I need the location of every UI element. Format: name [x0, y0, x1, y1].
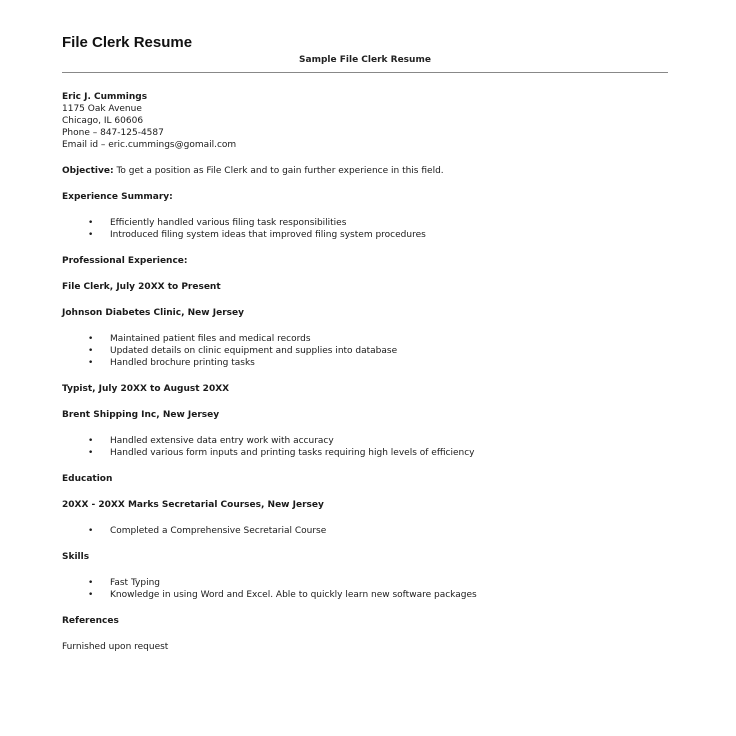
bullet-icon: •	[88, 334, 94, 344]
list-item: • Maintained patient files and medical records	[88, 334, 311, 344]
job-employer: Johnson Diabetes Clinic, New Jersey	[62, 308, 244, 318]
skills-heading: Skills	[62, 552, 90, 562]
contact-block	[62, 91, 672, 151]
resume-body	[62, 91, 672, 653]
bullet-icon: •	[88, 358, 94, 368]
job-title: File Clerk, July 20XX to Present	[62, 282, 221, 292]
professional-experience-heading: Professional Experience:	[62, 256, 188, 266]
contact-address-line-1: 1175 Oak Avenue	[62, 104, 142, 114]
bullet-icon: •	[88, 218, 94, 228]
education-heading: Education	[62, 474, 113, 484]
contact-address-line-2: Chicago, IL 60606	[62, 116, 144, 126]
list-item: • Efficiently handled various filing task responsibilities	[88, 218, 347, 228]
document-subtitle: Sample File Clerk Resume	[299, 55, 431, 65]
bullet-icon: •	[88, 526, 94, 536]
skills-list	[62, 577, 672, 601]
education-entry: 20XX - 20XX Marks Secretarial Courses, New Jersey	[62, 500, 324, 510]
bullet-icon: •	[88, 590, 94, 600]
bullet-icon: •	[88, 346, 94, 356]
contact-name: Eric J. Cummings	[62, 92, 148, 102]
list-item: • Handled various form inputs and printing tasks requiring high levels of efficiency	[88, 448, 475, 458]
objective	[62, 165, 672, 177]
contact-phone: Phone – 847-125-4587	[62, 128, 164, 138]
document-title: File Clerk Resume	[62, 34, 193, 51]
references-heading: References	[62, 616, 119, 626]
experience-summary-list	[62, 217, 672, 241]
list-item: • Completed a Comprehensive Secretarial Course	[88, 526, 327, 536]
bullet-icon: •	[88, 448, 94, 458]
objective-text: To get a position as File Clerk and to gain further experience in this field.	[113, 166, 444, 176]
list-item: • Fast Typing	[88, 578, 160, 588]
header-divider	[62, 72, 668, 73]
objective-label: Objective:	[62, 166, 114, 176]
list-item: • Updated details on clinic equipment and supplies into database	[88, 346, 398, 356]
education-list	[62, 525, 672, 537]
job-duties-list	[62, 435, 672, 459]
references-text: Furnished upon request	[62, 642, 169, 652]
contact-email: Email id – eric.cummings@gomail.com	[62, 140, 237, 150]
bullet-icon: •	[88, 230, 94, 240]
job-employer: Brent Shipping Inc, New Jersey	[62, 410, 220, 420]
experience-summary-heading: Experience Summary:	[62, 192, 173, 202]
job-title: Typist, July 20XX to August 20XX	[62, 384, 230, 394]
list-item: • Introduced filing system ideas that improved filing system procedures	[88, 230, 426, 240]
bullet-icon: •	[88, 578, 94, 588]
job-duties-list	[62, 333, 672, 369]
list-item: • Handled extensive data entry work with accuracy	[88, 436, 334, 446]
bullet-icon: •	[88, 436, 94, 446]
list-item: • Knowledge in using Word and Excel. Able to quickly learn new software packages	[88, 590, 477, 600]
list-item: • Handled brochure printing tasks	[88, 358, 255, 368]
